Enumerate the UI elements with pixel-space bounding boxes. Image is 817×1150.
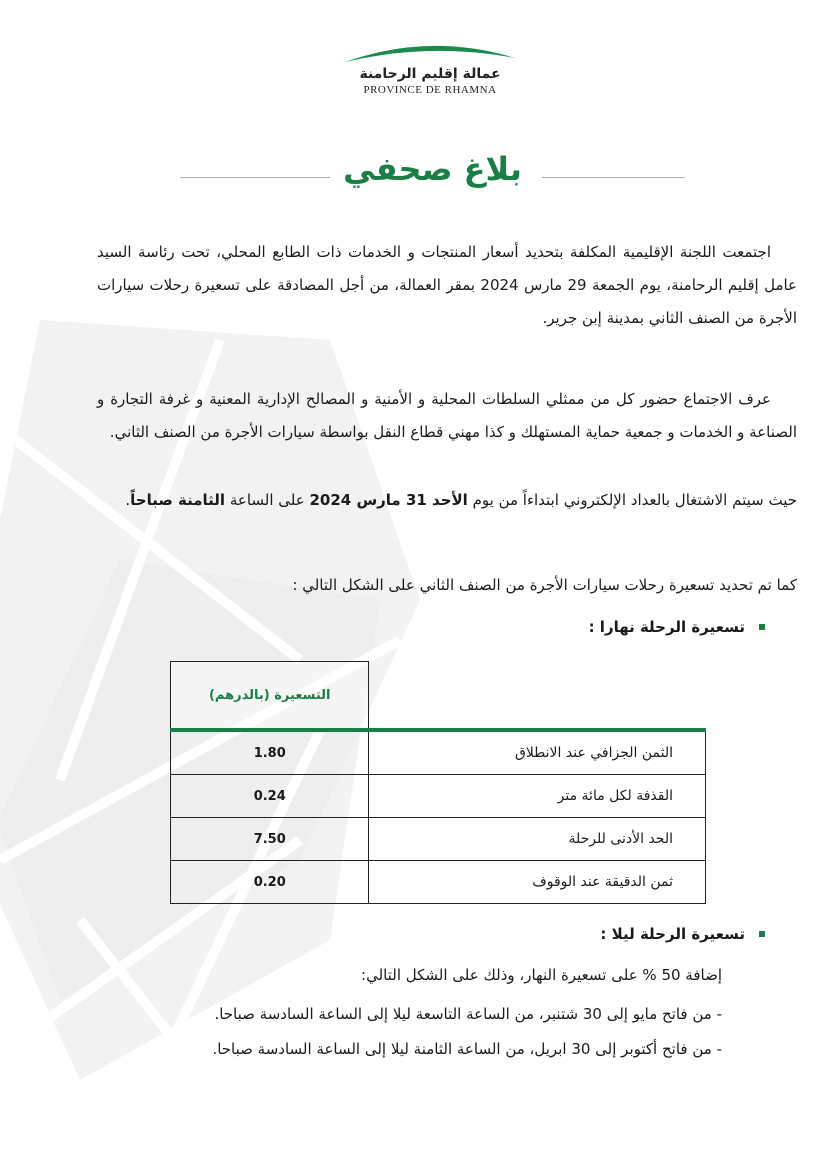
title-divider-right (542, 177, 685, 178)
table-row (171, 730, 706, 775)
tariff-value: 0.24 (171, 775, 369, 818)
table-row (171, 818, 706, 861)
page-title: بلاغ صحفي (343, 150, 522, 188)
night-period-summer: - من فاتح مايو إلى 30 شتنبر، من الساعة التاسعة ليلا إلى الساعة السادسة صباحا. (214, 1005, 722, 1023)
paragraph-start-date (97, 484, 797, 517)
night-period-winter: - من فاتح أكتوبر إلى 30 ابريل، من الساعة الثامنة ليلا إلى الساعة السادسة صباحا. (212, 1040, 722, 1058)
tariff-value: 1.80 (171, 730, 369, 775)
start-text-3: . (125, 491, 131, 509)
night-tariff-heading-text: تسعيرة الرحلة ليلا : (600, 925, 745, 943)
start-text-2: على الساعة (225, 491, 310, 509)
table-row (171, 775, 706, 818)
paragraph-attendance-text: عرف الاجتماع حضور كل من ممثلي السلطات المحلية و الأمنية و المصالح الإدارية المعنية و غرفة التجارة و الصناعة و الخدمات و جمعية حماية المستهلك و كذا مهني قطاع النقل بواسطة سيارات الأجرة من الصنف الثاني. (97, 390, 797, 441)
day-tariff-table (170, 661, 710, 904)
tariff-value: 0.20 (171, 861, 369, 904)
paragraph-attendance (97, 383, 797, 449)
tariff-label: الثمن الجزافي عند الانطلاق (369, 730, 706, 775)
paragraph-meeting (97, 236, 797, 335)
tariff-label: ثمن الدقيقة عند الوقوف (369, 861, 706, 904)
table-header-empty (369, 662, 706, 731)
logo-arabic-text: عمالة إقليم الرحامنة (359, 66, 501, 82)
start-text-1: حيث سيتم الاشتغال بالعداد الإلكتروني ابتداءاً من يوم (467, 491, 797, 509)
logo-french-text: PROVINCE DE RHAMNA (363, 84, 497, 96)
paragraph-meeting-text: اجتمعت اللجنة الإقليمية المكلفة بتحديد أسعار المنتجات و الخدمات ذات الطابع المحلي، تحت رئاسة السيد عامل إقليم الرحامنة، يوم الجمعة 29 مارس 2024 بمقر العمالة، من أجل المصادقة على تسعيرة رحلات سيارات الأجرة من الصنف الثاني بمدينة إبن جرير. (97, 243, 798, 327)
title-block (180, 150, 685, 200)
day-tariff-heading-text: تسعيرة الرحلة نهارا : (588, 618, 745, 636)
night-tariff-intro: إضافة 50 % على تسعيرة النهار، وذلك على الشكل التالي: (361, 966, 722, 984)
start-time-bold: الثامنة صباحاً (130, 491, 226, 509)
table-row (171, 861, 706, 904)
paragraph-intro-tariffs: كما تم تحديد تسعيرة رحلات سيارات الأجرة من الصنف الثاني على الشكل التالي : (292, 576, 797, 594)
tariff-label: الحد الأدنى للرحلة (369, 818, 706, 861)
bullet-square-icon (759, 624, 765, 630)
province-logo (330, 40, 530, 120)
day-tariff-heading (589, 618, 765, 636)
logo-arc-icon (340, 40, 520, 64)
table-header-price: التسعيرة (بالدرهم) (171, 662, 369, 731)
start-date-bold: الأحد 31 مارس 2024 (309, 491, 468, 509)
tariff-label: القذفة لكل مائة متر (369, 775, 706, 818)
bullet-square-icon (759, 931, 765, 937)
night-tariff-heading (600, 925, 765, 943)
tariff-value: 7.50 (171, 818, 369, 861)
